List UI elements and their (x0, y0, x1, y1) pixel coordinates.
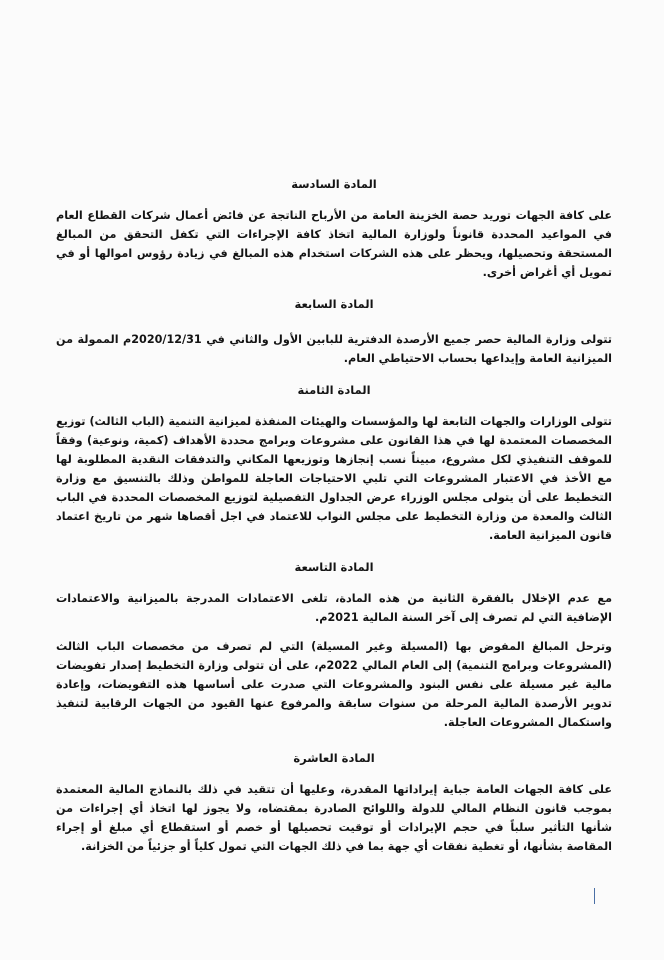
article-6-paragraph: على كافة الجهات توريد حصة الخزينة العامة من الأرباح الناتجة عن فائض أعمال شركات القطاع العام في المواعيد المحددة قانوناً ولوزارة المالية اتخاذ كافة الإجراءات التي تكفل التحقق من المبالغ المستحقة وتحصيلها، ويحظر على هذه الشركات استخدام هذه المبالغ في زيادة رؤوس اموالها أو في تمويل أي أغراض أخرى. (56, 209, 612, 279)
article-9-paragraph-1: مع عدم الإخلال بالفقرة الثانية من هذه المادة، تلغى الاعتمادات المدرجة بالميزانية والاعتمادات الإضافية التي لم تصرف إلى آخر السنة المالية 2021م. (56, 592, 612, 624)
article-9-title: المادة التاسعة (294, 560, 374, 574)
text-cursor-mark (594, 888, 595, 904)
article-8-paragraph: تتولى الوزارات والجهات التابعة لها والمؤسسات والهيئات المنفذة لميزانية التنمية (الباب الثالث) توزيع المخصصات المعتمدة لها في هذا القانون على مشروعات وبرامج محددة الأهداف (كمية، ونوعية) وفقاً للموقف التنفيذي لكل مشروع، مبيناً نسب إنجازها وتوزيعها المكاني والتدفقات النقدية المطلوبة لها مع الأخذ في الاعتبار المشروعات التي تلبي الاحتياجات العاجلة للمواطن وذلك بالتنسيق مع وزارة التخطيط على أن يتولى مجلس الوزراء عرض الجداول التفصيلية لتوزيع المخصصات المحددة في الباب الثالث والمعدة من وزارة التخطيط على مجلس النواب للاعتماد في اجل أقصاها شهر من تاريخ اعتماد قانون الميزانية العامة. (56, 415, 612, 542)
article-7-paragraph: تتولى وزارة المالية حصر جميع الأرصدة الدفترية للبابين الأول والثاني في 2020/12/31م الممولة من الميزانية العامة وإيداعها بحساب الاحتياطي العام. (56, 333, 612, 365)
article-8-title: المادة الثامنة (297, 383, 371, 397)
article-10-title: المادة العاشرة (293, 751, 375, 765)
article-7-title: المادة السابعة (294, 297, 374, 311)
article-9-paragraph-2: وترحل المبالغ المفوض بها (المسيلة وغير المسيلة) التي لم تصرف من مخصصات الباب الثالث (المشروعات وبرامج التنمية) إلى العام المالي 2022م، على أن تتولى وزارة التخطيط إصدار تفويضات مالية غير مسيلة على نفس البنود والمشروعات التي صدرت على أساسها هذه التفويضات، وإعادة تدوير الأرصدة المالية المرحلة من سنوات سابقة والمرفوع عنها القيود من الجهات الرقابية لتنفيذ واستكمال المشروعات العاجلة. (56, 640, 612, 729)
article-10-paragraph: على كافة الجهات العامة جباية إيراداتها المقدرة، وعليها أن تتقيد في ذلك بالنماذج المالية المعتمدة بموجب قانون النظام المالي للدولة واللوائح الصادرة بمقتضاه، ولا يجوز لها اتخاذ أي إجراءات من شأنها التأثير سلباً في حجم الإيرادات أو توقيت تحصيلها أو خصم أو استقطاع أي مبلغ أو إجراء المقاصة بشأنها، أو تغطية نفقات أي جهة بما في ذلك الجهات التي تمول كلياً أو جزئياً من الخزانة. (56, 783, 612, 853)
article-6-title: المادة السادسة (291, 177, 377, 191)
document-body (56, 172, 612, 856)
